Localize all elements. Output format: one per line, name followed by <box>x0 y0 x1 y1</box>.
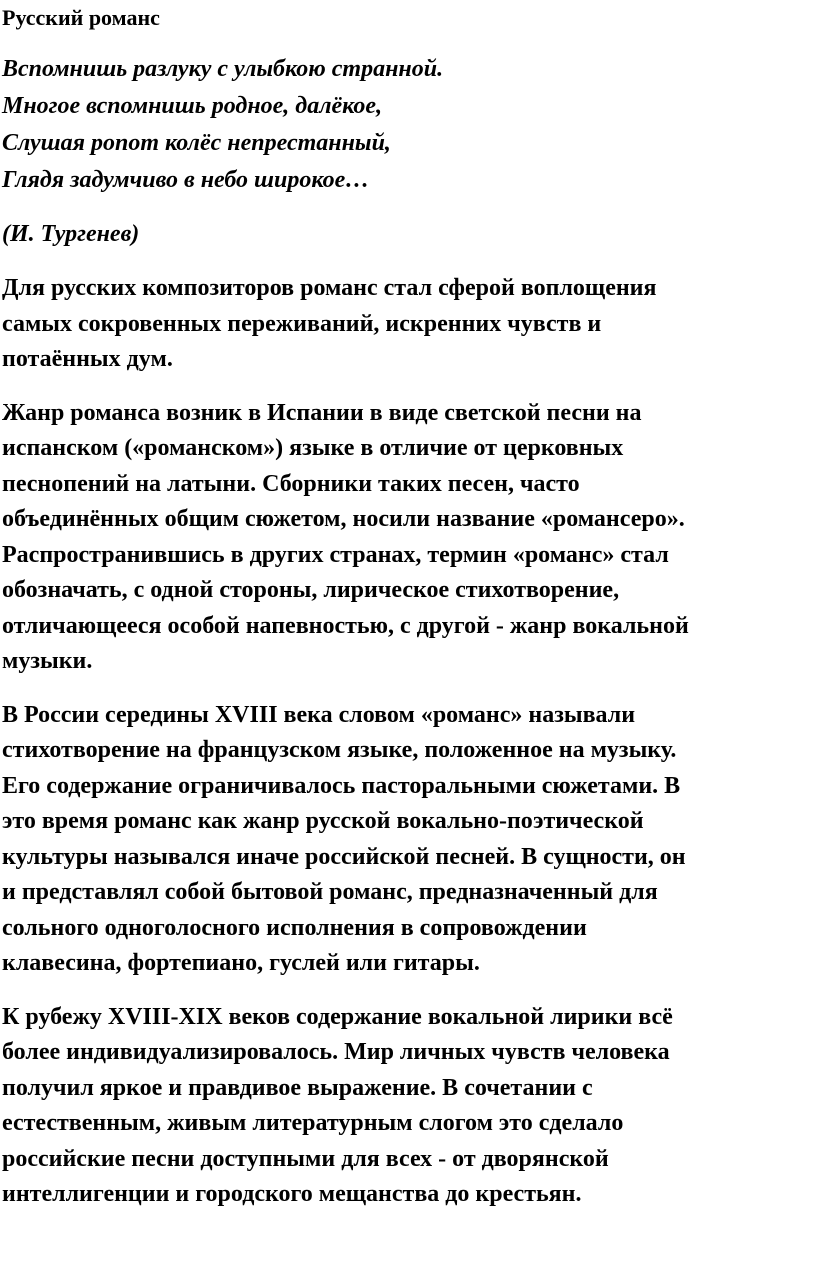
poem-line: Слушая ропот колёс непрестанный, <box>2 130 391 156</box>
paragraph-line: Для русских композиторов романс стал сферой воплощения <box>2 275 657 301</box>
poem-epigraph <box>2 51 814 199</box>
paragraph-line: Жанр романса возник в Испании в виде светской песни на <box>2 399 642 426</box>
paragraph-line: потаённых дум. <box>2 346 173 372</box>
paragraph-line: естественным, живым литературным слогом это сделало <box>2 1110 624 1136</box>
paragraph-line: более индивидуализировалось. Мир личных чувств человека <box>2 1039 670 1065</box>
document-title: Русский романс <box>2 5 160 30</box>
paragraph-line: обозначать, с одной стороны, лирическое стихотворение, <box>2 577 620 603</box>
paragraph-line: отличающееся особой напевностью, с другой - жанр вокальной <box>2 612 689 639</box>
poem-line: Многое вспомнишь родное, далёкое, <box>2 93 383 119</box>
paragraph-line: получил яркое и правдивое выражение. В сочетании с <box>2 1074 593 1101</box>
paragraph-line: российские песни доступными для всех - от дворянской <box>2 1145 609 1172</box>
paragraph-line: стихотворение на французском языке, положенное на музыку. <box>2 737 677 763</box>
paragraph-russia-18th-century <box>2 698 814 982</box>
paragraph-line: испанском («романском») языке в отличие от церковных <box>2 435 624 461</box>
paragraph-line: интеллигенции и городского мещанства до крестьян. <box>2 1181 582 1207</box>
paragraph-line: В России середины XVIII века словом «романс» называли <box>2 701 636 728</box>
paragraph-line: и представлял собой бытовой романс, предназначенный для <box>2 879 658 905</box>
paragraph-line: К рубежу XVIII-XIX веков содержание вокальной лирики всё <box>2 1003 673 1030</box>
paragraph-turn-of-centuries <box>2 1000 814 1213</box>
poem-line: Вспомнишь разлуку с улыбкою странной. <box>2 56 444 82</box>
paragraph-line: Распространившись в других странах, термин «романс» стал <box>2 541 669 568</box>
paragraph-line: сольного одноголосного исполнения в сопровождении <box>2 914 587 941</box>
paragraph-line: самых сокровенных переживаний, искренних чувств и <box>2 310 602 337</box>
poem-author: (И. Тургенев) <box>2 221 140 247</box>
paragraph-composers <box>2 271 814 378</box>
paragraph-origin-spain <box>2 396 814 680</box>
paragraph-line: клавесина, фортепиано, гуслей или гитары. <box>2 950 480 976</box>
paragraph-line: это время романс как жанр русской вокально-поэтической <box>2 808 644 834</box>
paragraph-line: песнопений на латыни. Сборники таких песен, часто <box>2 470 580 497</box>
paragraph-line: культуры назывался иначе российской песней. В сущности, он <box>2 843 686 870</box>
paragraph-line: объединённых общим сюжетом, носили название «романсеро». <box>2 506 685 532</box>
poem-line: Глядя задумчиво в небо широкое… <box>2 167 370 193</box>
paragraph-line: Его содержание ограничивалось пасторальными сюжетами. В <box>2 772 681 799</box>
paragraph-line: музыки. <box>2 648 93 674</box>
